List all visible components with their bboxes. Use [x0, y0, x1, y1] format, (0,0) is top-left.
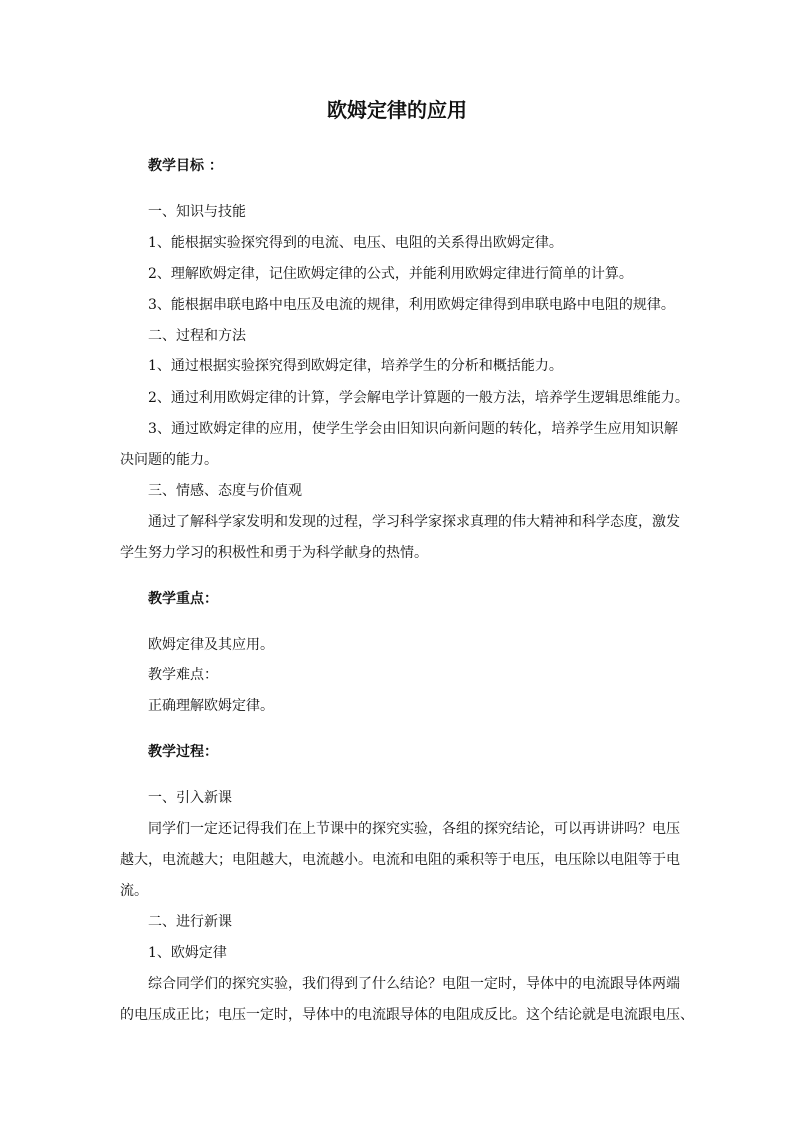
subheading-ohms-law: 1、欧姆定律 [148, 945, 227, 961]
document-title: 欧姆定律的应用 [327, 98, 467, 122]
paragraph-line: 1、通过根据实验探究得到欧姆定律，培养学生的分析和概括能力。 [148, 358, 563, 374]
paragraph-line: 1、能根据实验探究得到的电流、电压、电阻的关系得出欧姆定律。 [148, 235, 563, 251]
paragraph-line: 学生努力学习的积极性和勇于为科学献身的热情。 [120, 545, 428, 561]
heading-teaching-process: 教学过程： [148, 744, 218, 760]
paragraph-line: 3、能根据串联电路中电压及电流的规律，利用欧姆定律得到串联电路中电阻的规律。 [148, 297, 675, 313]
paragraph-line: 的电压成正比；电压一定时，导体中的电流跟导体的电阻成反比。这个结论就是电流跟电压、 [120, 1007, 694, 1023]
subheading-process-methods: 二、过程和方法 [148, 328, 246, 344]
subheading-introduce-lesson: 一、引入新课 [148, 790, 232, 806]
subheading-new-lesson: 二、进行新课 [148, 914, 232, 930]
subheading-emotion-values: 三、情感、态度与价值观 [148, 483, 302, 499]
heading-teaching-goals: 教学目标 ： [148, 158, 223, 174]
paragraph-line: 3、通过欧姆定律的应用，使学生学会由旧知识向新问题的转化，培养学生应用知识解 [148, 421, 678, 437]
heading-difficulties: 教学难点： [148, 667, 218, 683]
paragraph-line: 通过了解科学家发明和发现的过程，学习科学家探求真理的伟大精神和科学态度，激发 [148, 514, 680, 530]
paragraph-line: 流。 [120, 883, 148, 899]
heading-key-points: 教学重点： [148, 591, 218, 607]
paragraph-line: 越大，电流越大；电阻越大，电流越小。电流和电阻的乘积等于电压，电压除以电阻等于电 [120, 852, 680, 868]
subheading-knowledge-skills: 一、知识与技能 [148, 204, 246, 220]
paragraph-line: 综合同学们的探究实验，我们得到了什么结论？电阻一定时，导体中的电流跟导体两端 [148, 976, 680, 992]
paragraph-line: 2、通过利用欧姆定律的计算，学会解电学计算题的一般方法，培养学生逻辑思维能力。 [148, 390, 689, 406]
paragraph-line: 欧姆定律及其应用。 [148, 637, 274, 653]
paragraph-line: 同学们一定还记得我们在上节课中的探究实验，各组的探究结论，可以再讲讲吗？电压 [148, 821, 680, 837]
paragraph-line: 正确理解欧姆定律。 [148, 698, 274, 714]
paragraph-line: 决问题的能力。 [120, 452, 218, 468]
paragraph-line: 2、理解欧姆定律，记住欧姆定律的公式，并能利用欧姆定律进行简单的计算。 [148, 266, 633, 282]
